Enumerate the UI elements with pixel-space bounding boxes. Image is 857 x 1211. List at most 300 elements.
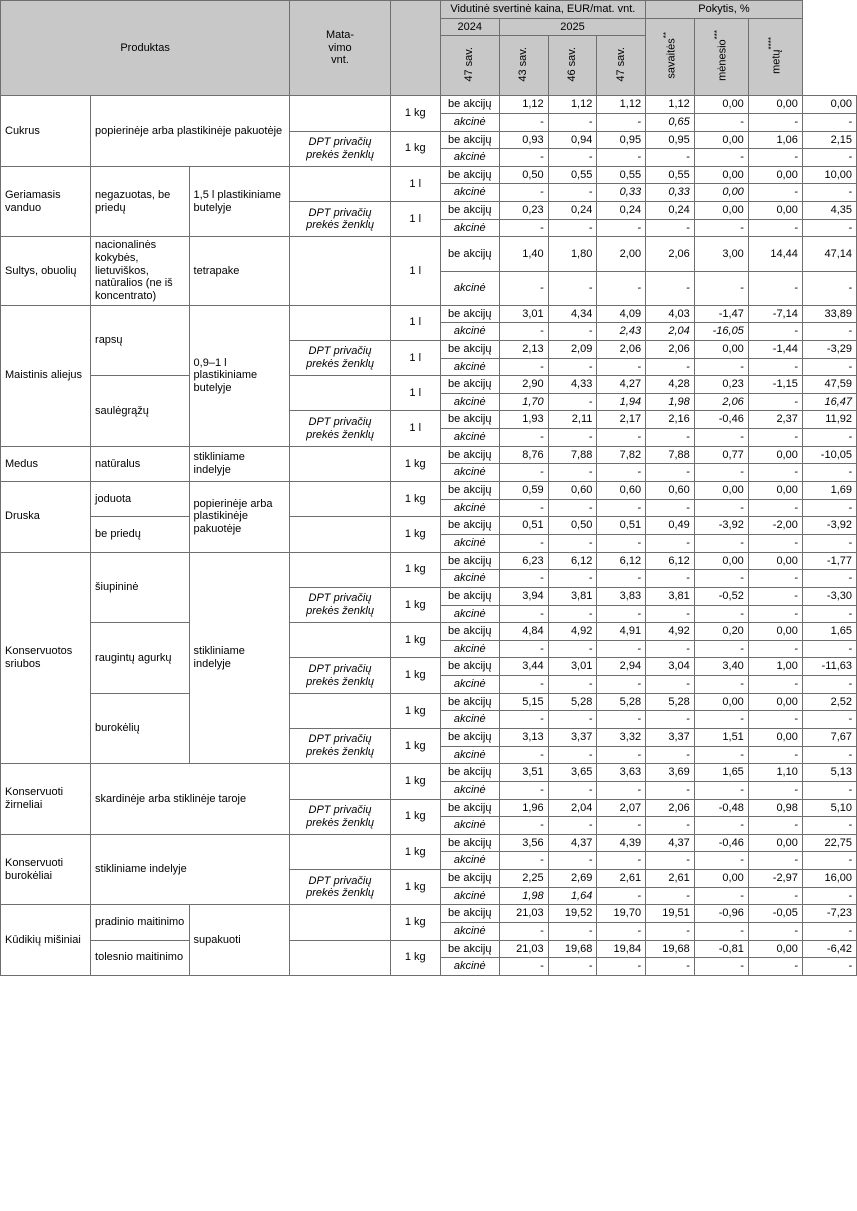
price-value: - <box>548 323 597 341</box>
product-description: popierinėje arba plastikinėje pakuotėje <box>91 96 290 167</box>
product-variant: negazuotas, be priedų <box>91 166 190 237</box>
price-value: - <box>646 676 695 694</box>
change-value: - <box>802 887 856 905</box>
change-value: - <box>748 587 802 605</box>
measure-unit: 1 l <box>390 237 440 305</box>
change-value: -0,81 <box>694 940 748 958</box>
price-type-promo: akcinė <box>440 464 499 482</box>
price-value: 3,32 <box>597 728 646 746</box>
brand-cell-empty <box>290 482 391 517</box>
price-value: - <box>499 852 548 870</box>
price-value: 1,94 <box>597 393 646 411</box>
change-value: - <box>748 358 802 376</box>
change-value: 1,65 <box>802 623 856 641</box>
price-value: 3,81 <box>548 587 597 605</box>
change-value: - <box>694 746 748 764</box>
price-type-promo: akcinė <box>440 817 499 835</box>
change-value: -7,23 <box>802 905 856 923</box>
price-value: 0,60 <box>646 482 695 500</box>
brand-cell-empty <box>290 166 391 201</box>
change-value: 16,47 <box>802 393 856 411</box>
price-value: 0,33 <box>646 184 695 202</box>
change-value: 0,00 <box>802 96 856 114</box>
price-type-promo: akcinė <box>440 852 499 870</box>
price-value: - <box>499 711 548 729</box>
price-value: 0,94 <box>548 131 597 149</box>
product-packaging: stikliniame indelyje <box>189 552 290 764</box>
brand-cell-empty <box>290 905 391 940</box>
change-value: -0,52 <box>694 587 748 605</box>
measure-unit: 1 l <box>390 202 440 237</box>
change-value: - <box>748 605 802 623</box>
change-value: 1,06 <box>748 131 802 149</box>
price-value: - <box>499 605 548 623</box>
price-value: 6,12 <box>597 552 646 570</box>
price-type-regular: be akcijų <box>440 834 499 852</box>
price-type-promo: akcinė <box>440 887 499 905</box>
table-row <box>1 693 857 711</box>
price-value: 19,52 <box>548 905 597 923</box>
change-value: - <box>802 605 856 623</box>
price-value: - <box>646 711 695 729</box>
table-row <box>1 166 857 184</box>
change-value: - <box>694 605 748 623</box>
price-value: - <box>548 149 597 167</box>
price-type-promo: akcinė <box>440 781 499 799</box>
change-value: 16,00 <box>802 870 856 888</box>
price-type-regular: be akcijų <box>440 552 499 570</box>
change-value: - <box>802 817 856 835</box>
price-value: - <box>499 219 548 237</box>
change-value: 0,00 <box>748 834 802 852</box>
price-value: - <box>646 958 695 976</box>
price-value: 3,56 <box>499 834 548 852</box>
change-value: - <box>748 958 802 976</box>
price-value: 2,61 <box>597 870 646 888</box>
private-brand-line1: DPT privačių <box>308 874 372 887</box>
change-value: - <box>802 711 856 729</box>
price-type-regular: be akcijų <box>440 340 499 358</box>
change-value: 0,00 <box>748 728 802 746</box>
price-value: 7,88 <box>646 446 695 464</box>
price-value: 3,37 <box>646 728 695 746</box>
header-change-week <box>646 18 695 96</box>
price-value: 1,12 <box>646 96 695 114</box>
change-value: 0,20 <box>694 623 748 641</box>
change-value: - <box>802 923 856 941</box>
price-value: - <box>548 113 597 131</box>
price-value: 3,65 <box>548 764 597 782</box>
price-value: - <box>499 923 548 941</box>
price-value: 3,83 <box>597 587 646 605</box>
change-value: -0,46 <box>694 411 748 429</box>
change-value: - <box>694 852 748 870</box>
price-value: 4,92 <box>646 623 695 641</box>
change-value: 22,75 <box>802 834 856 852</box>
price-value: 4,09 <box>597 305 646 323</box>
price-value: 6,12 <box>548 552 597 570</box>
change-value: -0,96 <box>694 905 748 923</box>
price-value: 2,09 <box>548 340 597 358</box>
price-value: 7,82 <box>597 446 646 464</box>
brand-cell-empty <box>290 237 391 305</box>
price-value: 4,39 <box>597 834 646 852</box>
price-value: 19,68 <box>646 940 695 958</box>
price-value: 0,93 <box>499 131 548 149</box>
header-change-year <box>748 18 802 96</box>
product-description: skardinėje arba stiklinėje taroje <box>91 764 290 835</box>
change-value: - <box>802 852 856 870</box>
price-value: - <box>548 746 597 764</box>
change-value: 1,69 <box>802 482 856 500</box>
price-value: - <box>499 781 548 799</box>
change-value: 0,00 <box>694 482 748 500</box>
change-value: -1,77 <box>802 552 856 570</box>
change-value: 0,00 <box>694 184 748 202</box>
table-row <box>1 905 857 923</box>
price-value: 4,28 <box>646 376 695 394</box>
change-value: 0,00 <box>748 96 802 114</box>
price-value: 3,94 <box>499 587 548 605</box>
price-value: - <box>499 746 548 764</box>
change-value: - <box>748 781 802 799</box>
change-value: 0,23 <box>694 376 748 394</box>
price-value: - <box>646 499 695 517</box>
change-value: - <box>748 323 802 341</box>
measure-unit: 1 kg <box>390 693 440 728</box>
private-brand-label <box>290 340 391 375</box>
private-brand-label <box>290 799 391 834</box>
price-value: 2,06 <box>646 340 695 358</box>
private-brand-line2: prekės ženklų <box>306 746 374 759</box>
product-variant: burokėlių <box>91 693 190 764</box>
price-type-promo: akcinė <box>440 923 499 941</box>
brand-cell-empty <box>290 693 391 728</box>
price-value: - <box>597 923 646 941</box>
brand-cell-empty <box>290 623 391 658</box>
change-value: 0,00 <box>694 131 748 149</box>
change-value: 47,59 <box>802 376 856 394</box>
product-variant: joduota <box>91 482 190 517</box>
price-value: - <box>499 113 548 131</box>
change-value: - <box>802 781 856 799</box>
price-value: 2,07 <box>597 799 646 817</box>
price-value: - <box>597 570 646 588</box>
price-value: 6,23 <box>499 552 548 570</box>
product-name: Kūdikių mišiniai <box>1 905 91 976</box>
price-value: 1,12 <box>548 96 597 114</box>
private-brand-line2: prekės ženklų <box>306 358 374 371</box>
price-value: - <box>597 534 646 552</box>
product-packaging: supakuoti <box>189 905 290 976</box>
change-value: - <box>748 113 802 131</box>
table-row <box>1 237 857 271</box>
price-value: 1,98 <box>499 887 548 905</box>
change-value: 0,00 <box>694 552 748 570</box>
price-type-promo: akcinė <box>440 393 499 411</box>
product-variant: nacionalinės kokybės, lietuviškos, natūralios (ne iš koncentrato) <box>91 237 190 305</box>
price-value: 0,95 <box>646 131 695 149</box>
change-value: 1,51 <box>694 728 748 746</box>
price-value: 5,28 <box>597 693 646 711</box>
price-value: 4,37 <box>646 834 695 852</box>
price-value: - <box>499 676 548 694</box>
header-change: Pokytis, % <box>646 1 803 19</box>
header-unit-line2: vimo <box>328 41 352 54</box>
price-value: - <box>548 429 597 447</box>
product-packaging: stikliniame indelyje <box>189 446 290 481</box>
brand-cell-empty <box>290 940 391 975</box>
change-value: 0,00 <box>748 202 802 220</box>
price-value: 21,03 <box>499 940 548 958</box>
private-brand-label <box>290 411 391 446</box>
price-value: - <box>548 271 597 305</box>
price-value: - <box>646 149 695 167</box>
price-value: 21,03 <box>499 905 548 923</box>
table-row <box>1 96 857 114</box>
price-value: 2,94 <box>597 658 646 676</box>
private-brand-line1: DPT privačių <box>308 136 372 149</box>
change-value: -0,05 <box>748 905 802 923</box>
price-value: 8,76 <box>499 446 548 464</box>
price-value: 1,96 <box>499 799 548 817</box>
price-value: - <box>597 271 646 305</box>
price-type-regular: be akcijų <box>440 411 499 429</box>
change-value: - <box>802 676 856 694</box>
price-value: 1,98 <box>646 393 695 411</box>
price-value: 3,81 <box>646 587 695 605</box>
price-type-promo: akcinė <box>440 570 499 588</box>
price-type-regular: be akcijų <box>440 517 499 535</box>
table-row <box>1 552 857 570</box>
price-value: - <box>597 605 646 623</box>
change-value: - <box>802 323 856 341</box>
header-week-3 <box>597 36 646 96</box>
change-value: - <box>694 219 748 237</box>
price-value: - <box>597 640 646 658</box>
price-value: - <box>548 534 597 552</box>
private-brand-line2: prekės ženklų <box>306 816 374 829</box>
price-value: 0,50 <box>499 166 548 184</box>
product-name: Cukrus <box>1 96 91 167</box>
change-value: - <box>748 711 802 729</box>
price-value: 2,61 <box>646 870 695 888</box>
change-value: -1,44 <box>748 340 802 358</box>
price-type-regular: be akcijų <box>440 764 499 782</box>
table-row <box>1 517 857 535</box>
private-brand-line1: DPT privačių <box>308 804 372 817</box>
price-value: - <box>646 219 695 237</box>
private-brand-label <box>290 131 391 166</box>
change-value: 4,35 <box>802 202 856 220</box>
change-value: - <box>802 219 856 237</box>
measure-unit: 1 l <box>390 340 440 375</box>
price-value: 0,60 <box>548 482 597 500</box>
price-value: - <box>548 499 597 517</box>
change-value: 0,77 <box>694 446 748 464</box>
change-value: 0,00 <box>748 482 802 500</box>
change-value: - <box>694 499 748 517</box>
price-value: 5,28 <box>646 693 695 711</box>
price-type-regular: be akcijų <box>440 693 499 711</box>
price-value: - <box>597 781 646 799</box>
price-type-regular: be akcijų <box>440 587 499 605</box>
price-type-promo: akcinė <box>440 676 499 694</box>
price-type-regular: be akcijų <box>440 482 499 500</box>
price-value: 3,04 <box>646 658 695 676</box>
change-value: 0,00 <box>694 693 748 711</box>
product-variant: saulėgrąžų <box>91 376 190 447</box>
price-value: 4,03 <box>646 305 695 323</box>
change-value: - <box>748 149 802 167</box>
change-value: - <box>748 746 802 764</box>
price-type-regular: be akcijų <box>440 799 499 817</box>
change-value: - <box>802 640 856 658</box>
header-change-week-sup: ** <box>661 31 671 39</box>
price-value: 4,37 <box>548 834 597 852</box>
measure-unit: 1 l <box>390 376 440 411</box>
price-value: - <box>597 499 646 517</box>
change-value: - <box>694 149 748 167</box>
price-value: - <box>548 852 597 870</box>
change-value: -3,92 <box>694 517 748 535</box>
product-packaging: tetrapake <box>189 237 290 305</box>
price-type-regular: be akcijų <box>440 870 499 888</box>
measure-unit: 1 kg <box>390 517 440 552</box>
measure-unit: 1 kg <box>390 446 440 481</box>
price-value: - <box>597 219 646 237</box>
header-week-2 <box>548 36 597 96</box>
change-value: -3,30 <box>802 587 856 605</box>
price-type-promo: akcinė <box>440 429 499 447</box>
change-value: 1,00 <box>748 658 802 676</box>
brand-cell-empty <box>290 834 391 869</box>
change-value: - <box>694 464 748 482</box>
price-value: 2,25 <box>499 870 548 888</box>
product-variant: natūralus <box>91 446 190 481</box>
price-value: - <box>646 605 695 623</box>
price-value: 2,13 <box>499 340 548 358</box>
product-packaging: 1,5 l plastikiniame butelyje <box>189 166 290 237</box>
header-year-2025: 2025 <box>499 18 645 36</box>
price-value: - <box>548 184 597 202</box>
price-value: 0,24 <box>597 202 646 220</box>
price-type-promo: akcinė <box>440 640 499 658</box>
price-value: - <box>548 640 597 658</box>
price-type-promo: akcinė <box>440 534 499 552</box>
table-row <box>1 623 857 641</box>
price-value: 3,51 <box>499 764 548 782</box>
price-type-regular: be akcijų <box>440 131 499 149</box>
header-week-1 <box>499 36 548 96</box>
private-brand-line1: DPT privačių <box>308 662 372 675</box>
price-value: 2,43 <box>597 323 646 341</box>
price-value: - <box>646 887 695 905</box>
change-value: - <box>694 676 748 694</box>
product-name: Konservuoti žirneliai <box>1 764 91 835</box>
price-value: - <box>499 149 548 167</box>
price-value: - <box>597 676 646 694</box>
price-value: - <box>646 464 695 482</box>
price-value: - <box>499 464 548 482</box>
price-value: - <box>646 817 695 835</box>
price-value: 4,27 <box>597 376 646 394</box>
private-brand-line1: DPT privačių <box>308 345 372 358</box>
change-value: - <box>748 676 802 694</box>
private-brand-label <box>290 658 391 693</box>
product-name: Medus <box>1 446 91 481</box>
change-value: -3,92 <box>802 517 856 535</box>
price-value: - <box>646 271 695 305</box>
price-value: - <box>548 358 597 376</box>
product-variant: pradinio maitinimo <box>91 905 190 940</box>
change-value: 0,00 <box>694 870 748 888</box>
price-value: - <box>597 852 646 870</box>
measure-unit: 1 kg <box>390 905 440 940</box>
price-value: - <box>646 570 695 588</box>
brand-cell-empty <box>290 376 391 411</box>
price-type-regular: be akcijų <box>440 623 499 641</box>
price-value: 4,34 <box>548 305 597 323</box>
price-value: 0,65 <box>646 113 695 131</box>
header-product: Produktas <box>1 1 290 96</box>
change-value: 5,13 <box>802 764 856 782</box>
private-brand-line2: prekės ženklų <box>306 428 374 441</box>
brand-cell-empty <box>290 446 391 481</box>
price-value: 2,16 <box>646 411 695 429</box>
price-type-regular: be akcijų <box>440 376 499 394</box>
price-value: - <box>646 429 695 447</box>
price-value: 0,55 <box>646 166 695 184</box>
brand-cell-empty <box>290 764 391 799</box>
change-value: - <box>802 149 856 167</box>
change-value: -0,48 <box>694 799 748 817</box>
product-name: Sultys, obuolių <box>1 237 91 305</box>
change-value: - <box>748 852 802 870</box>
price-type-promo: akcinė <box>440 958 499 976</box>
price-value: 19,84 <box>597 940 646 958</box>
price-type-regular: be akcijų <box>440 446 499 464</box>
price-value: - <box>646 781 695 799</box>
change-value: 2,52 <box>802 693 856 711</box>
price-type-promo: akcinė <box>440 358 499 376</box>
change-value: - <box>694 534 748 552</box>
product-variant: tolesnio maitinimo <box>91 940 190 975</box>
price-value: 0,60 <box>597 482 646 500</box>
price-value: - <box>548 923 597 941</box>
change-value: - <box>802 113 856 131</box>
change-value: - <box>748 923 802 941</box>
change-value: 1,65 <box>694 764 748 782</box>
price-value: 2,04 <box>646 323 695 341</box>
change-value: - <box>694 923 748 941</box>
change-value: - <box>694 570 748 588</box>
table-row <box>1 482 857 500</box>
price-value: - <box>499 817 548 835</box>
brand-cell-empty <box>290 552 391 587</box>
change-value: - <box>802 534 856 552</box>
price-type-promo: akcinė <box>440 219 499 237</box>
price-value: - <box>499 184 548 202</box>
change-value: -2,97 <box>748 870 802 888</box>
product-packaging: popierinėje arba plastikinėje pakuotėje <box>189 482 290 553</box>
price-value: 19,68 <box>548 940 597 958</box>
change-value: -3,29 <box>802 340 856 358</box>
price-value: 0,51 <box>499 517 548 535</box>
change-value: 0,00 <box>694 340 748 358</box>
measure-unit: 1 kg <box>390 587 440 622</box>
price-value: 2,69 <box>548 870 597 888</box>
